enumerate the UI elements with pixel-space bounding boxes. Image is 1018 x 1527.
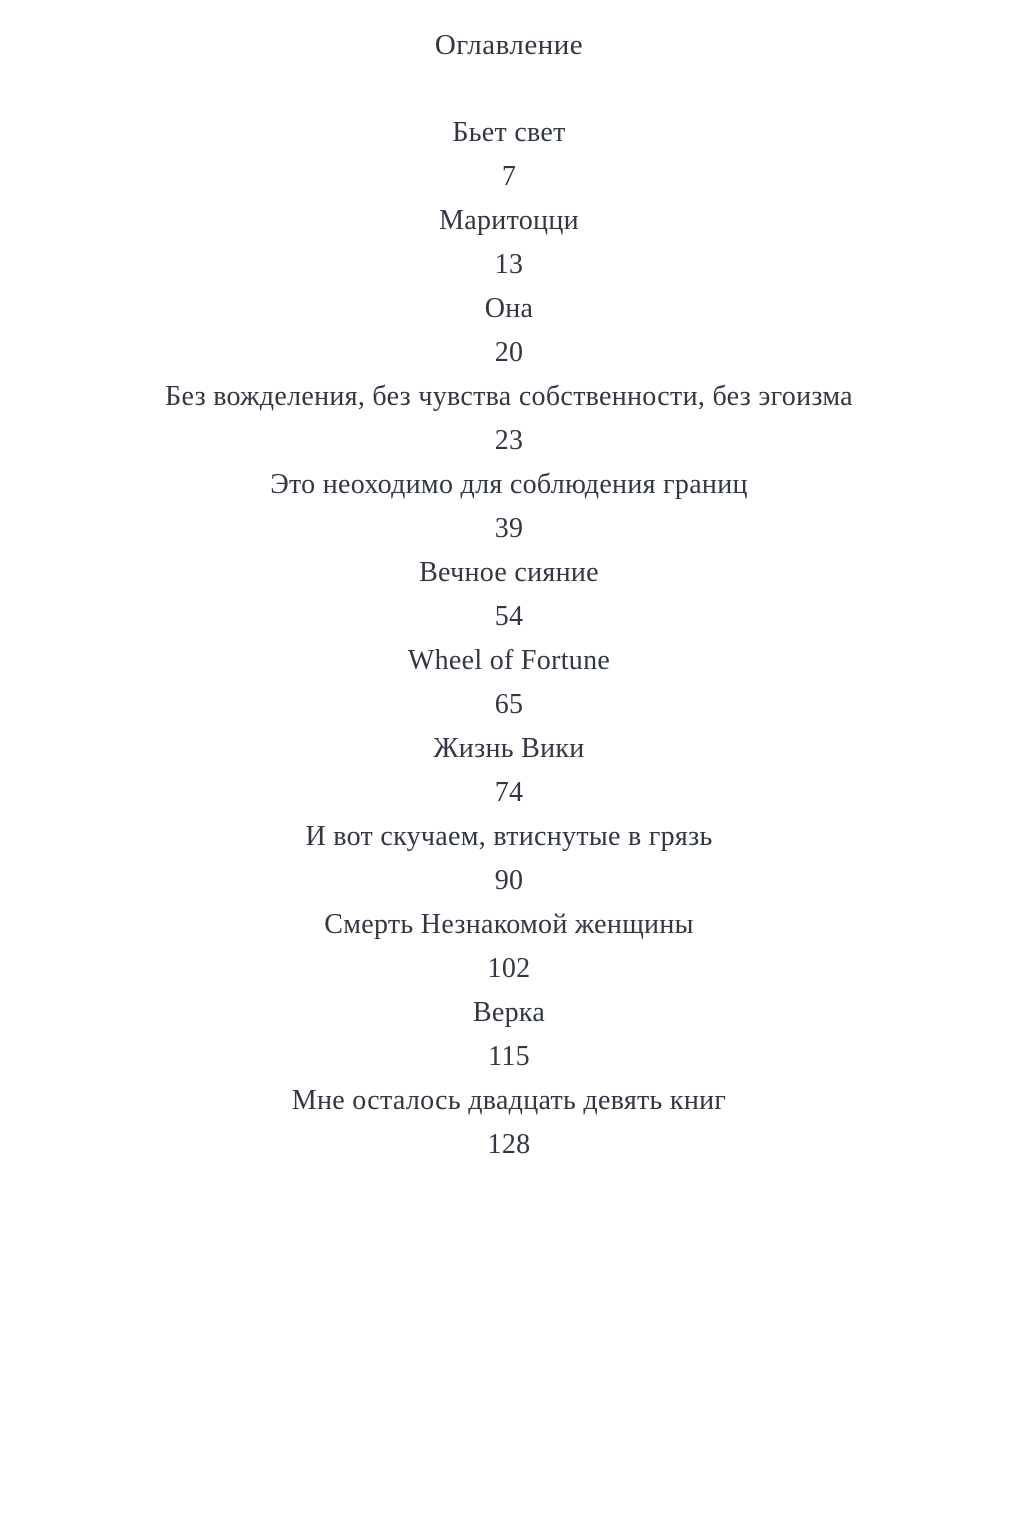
toc-list bbox=[164, 112, 854, 1166]
toc-entry bbox=[164, 376, 854, 462]
toc-entry-title: Маритоцци bbox=[439, 205, 579, 236]
toc-entry bbox=[164, 112, 854, 198]
toc-entry bbox=[164, 728, 854, 814]
toc-entry bbox=[164, 288, 854, 374]
toc-entry-title: Смерть Незнакомой женщины bbox=[324, 909, 694, 940]
toc-entry-title: Верка bbox=[472, 997, 546, 1028]
toc-entry-title: Жизнь Вики bbox=[433, 733, 585, 764]
toc-entry bbox=[164, 200, 854, 286]
toc-entry bbox=[164, 992, 854, 1078]
toc-entry-page: 39 bbox=[494, 513, 524, 544]
toc-entry bbox=[164, 464, 854, 550]
toc-entry-page: 7 bbox=[501, 161, 517, 192]
toc-entry bbox=[164, 1080, 854, 1166]
toc-entry bbox=[164, 904, 854, 990]
toc-entry-page: 115 bbox=[488, 1041, 530, 1072]
toc-entry-page: 65 bbox=[494, 689, 524, 720]
toc-entry-title: Это неоходимо для соблюдения границ bbox=[270, 469, 748, 500]
toc-entry bbox=[164, 816, 854, 902]
toc-entry-title: Мне осталось двадцать девять книг bbox=[291, 1085, 727, 1116]
toc-entry-page: 128 bbox=[487, 1129, 531, 1160]
toc-entry bbox=[164, 640, 854, 726]
toc-entry-title: Без вожделения, без чувства собственности, без эгоизма bbox=[165, 381, 853, 412]
toc-entry bbox=[164, 552, 854, 638]
toc-entry-title: Бьет свет bbox=[452, 117, 566, 148]
toc-entry-page: 13 bbox=[494, 249, 524, 280]
toc-entry-title: Вечное сияние bbox=[419, 557, 599, 588]
toc-title: Оглавление bbox=[434, 29, 584, 61]
toc-entry-page: 90 bbox=[494, 865, 524, 896]
toc-entry-title: Она bbox=[484, 293, 534, 324]
toc-entry-page: 23 bbox=[494, 425, 524, 456]
toc-entry-title: Wheel of Fortune bbox=[407, 645, 611, 676]
toc-entry-page: 102 bbox=[487, 953, 531, 984]
toc-entry-page: 74 bbox=[494, 777, 524, 808]
toc-entry-page: 20 bbox=[494, 337, 524, 368]
toc-entry-title: И вот скучаем, втиснутые в грязь bbox=[305, 821, 713, 852]
book-page bbox=[164, 0, 854, 1166]
toc-entry-page: 54 bbox=[494, 601, 524, 632]
